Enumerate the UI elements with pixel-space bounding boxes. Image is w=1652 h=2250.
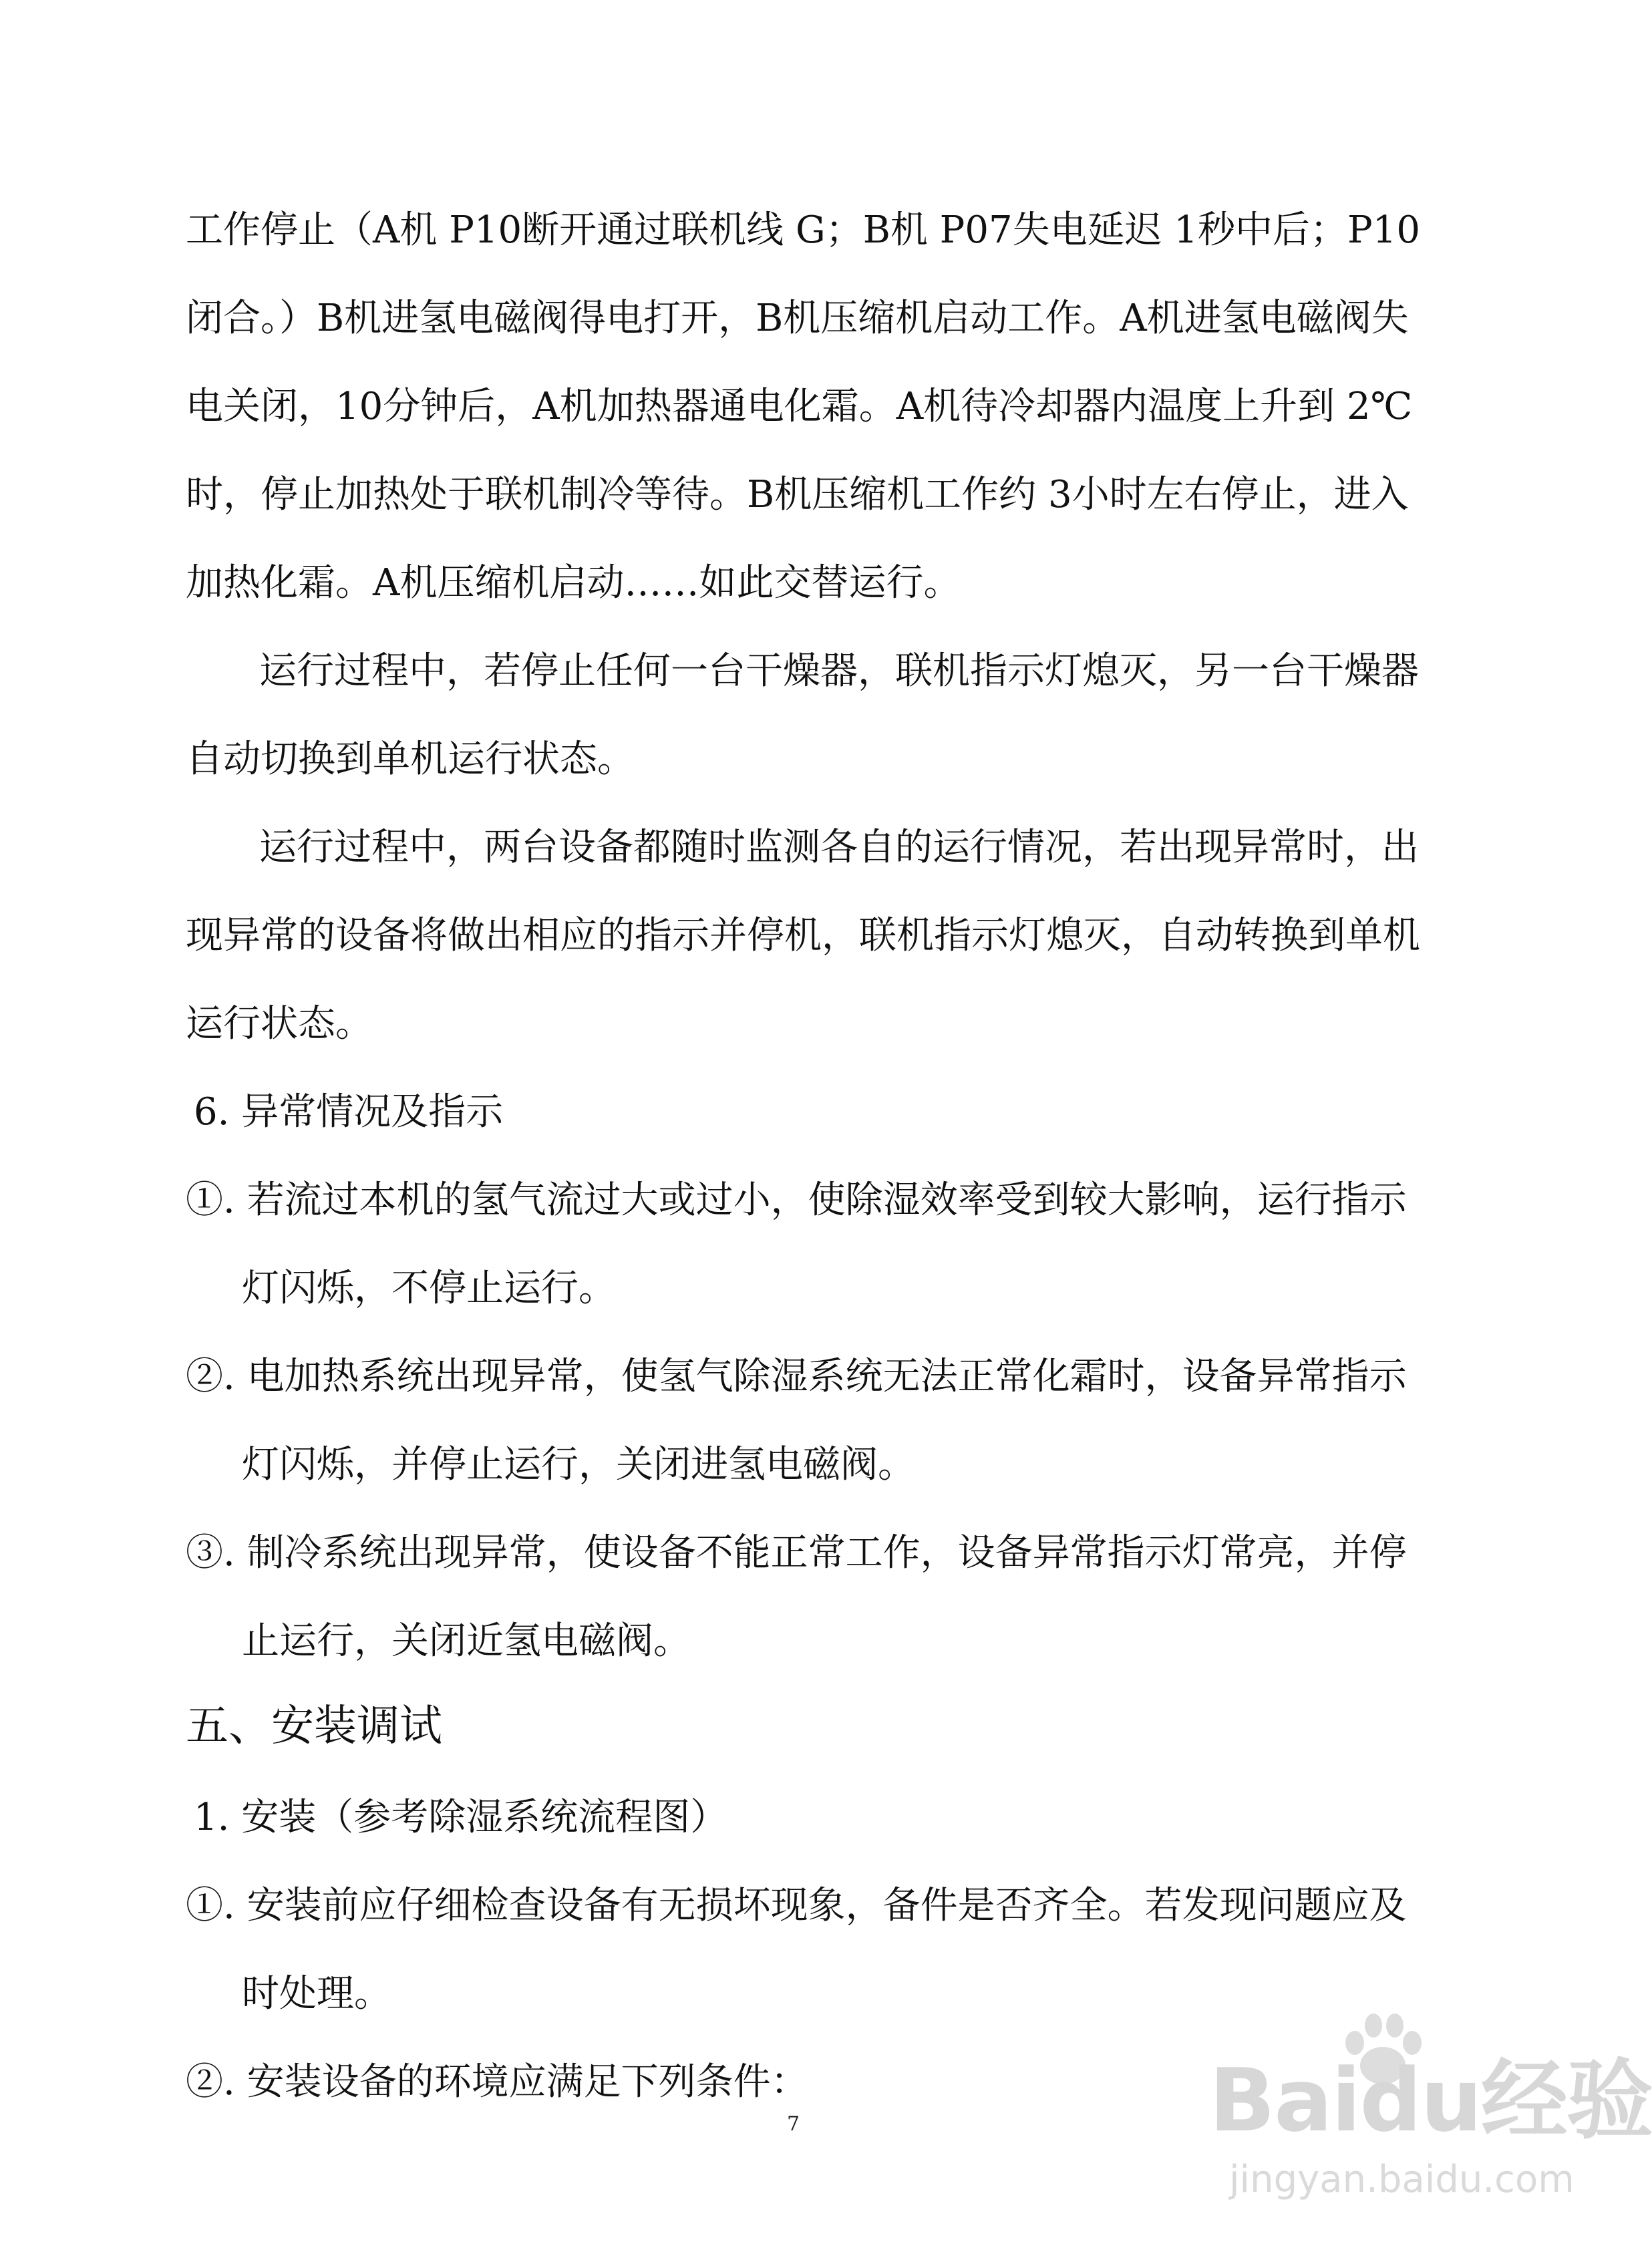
- section-heading: 6. 异常情况及指示: [194, 1090, 504, 1134]
- paragraph-line: 时，停止加热处于联机制冷等待。B机压缩机工作约 3小时左右停止，进入: [186, 473, 1409, 516]
- paragraph-line: 工作停止（A机 P10断开通过联机线 G；B机 P07失电延迟 1秒中后；P10: [186, 208, 1420, 252]
- paragraph-line: 闭合。）B机进氢电磁阀得电打开，B机压缩机启动工作。A机进氢电磁阀失: [186, 297, 1409, 340]
- section-heading: 1. 安装（参考除湿系统流程图）: [194, 1796, 728, 1839]
- paragraph-line: 自动切换到单机运行状态。: [186, 738, 635, 781]
- page-number: 7: [787, 2112, 800, 2136]
- paragraph-line: 运行过程中，两台设备都随时监测各自的运行情况，若出现异常时，出: [259, 826, 1419, 869]
- paragraph-line: 电关闭，10分钟后，A机加热器通电化霜。A机待冷却器内温度上升到 2℃: [186, 385, 1413, 428]
- list-item: ②. 安装设备的环境应满足下列条件：: [186, 2060, 808, 2104]
- paragraph-line: 现异常的设备将做出相应的指示并停机，联机指示灯熄灭，自动转换到单机: [186, 914, 1420, 957]
- watermark-logo: Baidu经验: [1209, 2050, 1652, 2151]
- list-item: ②. 电加热系统出现异常，使氢气除湿系统无法正常化霜时，设备异常指示: [186, 1355, 1407, 1398]
- list-item-continuation: 灯闪烁，并停止运行，关闭进氢电磁阀。: [242, 1443, 915, 1486]
- paragraph-line: 运行过程中，若停止任何一台干燥器，联机指示灯熄灭，另一台干燥器: [259, 649, 1419, 693]
- baidu-watermark: [1096, 2011, 1652, 2238]
- watermark-url: jingyan.baidu.com: [1229, 2158, 1575, 2201]
- list-item: ③. 制冷系统出现异常，使设备不能正常工作，设备异常指示灯常亮，并停: [186, 1531, 1407, 1575]
- list-item: ①. 安装前应仔细检查设备有无损坏现象，备件是否齐全。若发现问题应及: [186, 1884, 1407, 1927]
- list-item-continuation: 灯闪烁，不停止运行。: [242, 1267, 616, 1310]
- chapter-heading: 五、安装调试: [186, 1702, 442, 1751]
- paragraph-line: 运行状态。: [186, 1002, 373, 1046]
- paragraph-line: 加热化霜。A机压缩机启动……如此交替运行。: [186, 561, 961, 605]
- list-item-continuation: 时处理。: [242, 1972, 391, 2016]
- list-item-continuation: 止运行，关闭近氢电磁阀。: [242, 1619, 691, 1663]
- list-item: ①. 若流过本机的氢气流过大或过小，使除湿效率受到较大影响，运行指示: [186, 1178, 1407, 1222]
